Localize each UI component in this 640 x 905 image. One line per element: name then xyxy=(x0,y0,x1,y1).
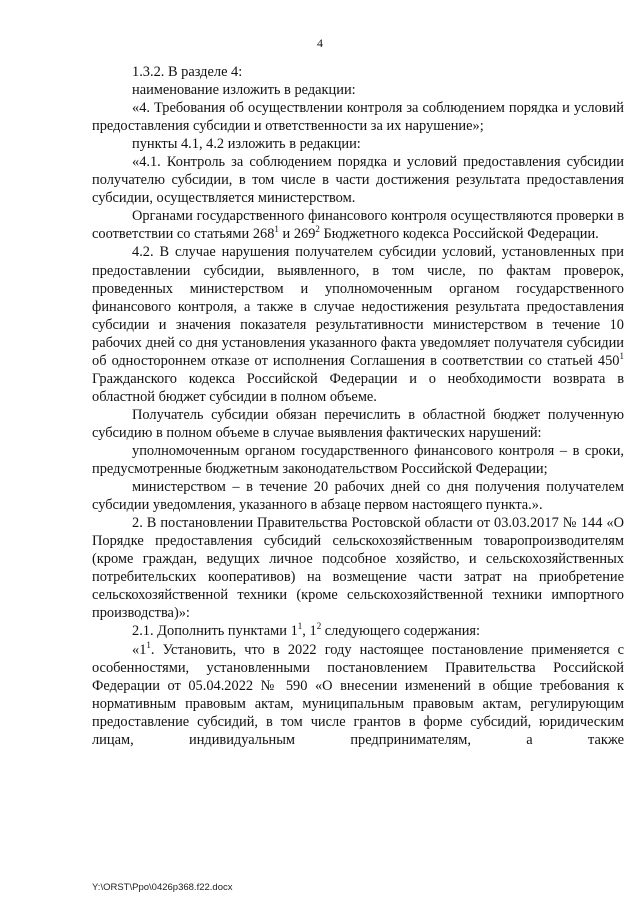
text-run: 4.2. В случае нарушения получателем субсидии условий, установленных при предоставлении субсидии, выявленного, в том числе, по фактам проверок, проведенных министерством и уполномоченным органом государственного финансового контроля, а также в случае недостижения результата предоставления субсидии и значения показателя результативности министерством в течение 10 рабочих дней со дня установления указанного факта уведомляет получателя субсидии об одностороннем отказе от исполнения Соглашения в соответствии со статьей 450 xyxy=(92,244,624,369)
text-run: Органами государственного финансового контроля осуществляются проверки в соответствии со статьями 268 xyxy=(92,208,624,243)
paragraph xyxy=(92,207,624,243)
text-run: , 1 xyxy=(302,623,317,640)
superscript: 1 xyxy=(297,621,303,632)
document-body xyxy=(92,63,624,749)
paragraph: «4. Требования об осуществлении контроля за соблюдением порядка и условий предоставления субсидии и ответственности за их нарушение»; xyxy=(92,100,624,135)
superscript: 1 xyxy=(619,350,624,361)
superscript: 1 xyxy=(146,639,151,650)
text-run: 2.1. Дополнить пунктами 1 xyxy=(132,623,298,640)
footer-file-path: Y:\ORST\Ppo\0426p368.f22.docx xyxy=(92,882,233,893)
text-run: и 269 xyxy=(278,226,316,243)
text-run: «1 xyxy=(132,641,147,658)
paragraph: 2. В постановлении Правительства Ростовской области от 03.03.2017 № 144 «О Порядке предоставления субсидий сельскохозяйственным товаропроизводителям (кроме граждан, ведущих личное подсобное хозяйство, и сельскохозяйственных потребительских кооперативов) на возмещение части затрат на приобретение сельскохозяйственной техники (кроме сельскохозяйственной техники импортного производства)»: xyxy=(92,515,624,622)
superscript: 1 xyxy=(274,224,279,235)
paragraph xyxy=(92,243,624,405)
paragraph: Получатель субсидии обязан перечислить в областной бюджет полученную субсидию в полном объеме в случае выявления фактических нарушений: xyxy=(92,406,624,441)
superscript: 2 xyxy=(315,224,320,235)
paragraph xyxy=(92,641,624,749)
paragraph: министерством – в течение 20 рабочих дней со дня получения получателем субсидии уведомления, указанного в абзаце первом настоящего пункта.». xyxy=(92,479,624,514)
text-run: следующего содержания: xyxy=(321,623,481,640)
paragraph: пункты 4.1, 4.2 изложить в редакции: xyxy=(132,136,361,153)
paragraph: наименование изложить в редакции: xyxy=(132,82,356,99)
page-number: 4 xyxy=(317,36,323,50)
text-run: . Установить, что в 2022 году настоящее постановление применяется с особенностями, установленными постановлением Правительства Российской Федерации от 05.04.2022 № 590 «О внесении изменений в общие требования к нормативным правовым актам, муниципальным правовым актам, регулирующим предоставление субсидий, в том числе грантов в форме субсидий, юридическим лицам, индивидуальным предпринимателям, а также xyxy=(92,641,624,748)
paragraph: уполномоченным органом государственного финансового контроля – в сроки, предусмотренные бюджетным законодательством Российской Федерации; xyxy=(92,442,624,478)
superscript: 2 xyxy=(316,621,322,632)
text-run: Бюджетного кодекса Российской Федерации. xyxy=(319,226,599,243)
text-run: Гражданского кодекса Российской Федерации и о необходимости возврата в областной бюджет субсидии в полном объеме. xyxy=(92,370,624,405)
paragraph: «4.1. Контроль за соблюдением порядка и условий предоставления субсидии получателю субсидии, в том числе в части достижения результата предоставления субсидии, осуществляется министерством. xyxy=(92,154,624,207)
paragraph: 1.3.2. В разделе 4: xyxy=(132,64,243,80)
paragraph xyxy=(92,622,624,640)
